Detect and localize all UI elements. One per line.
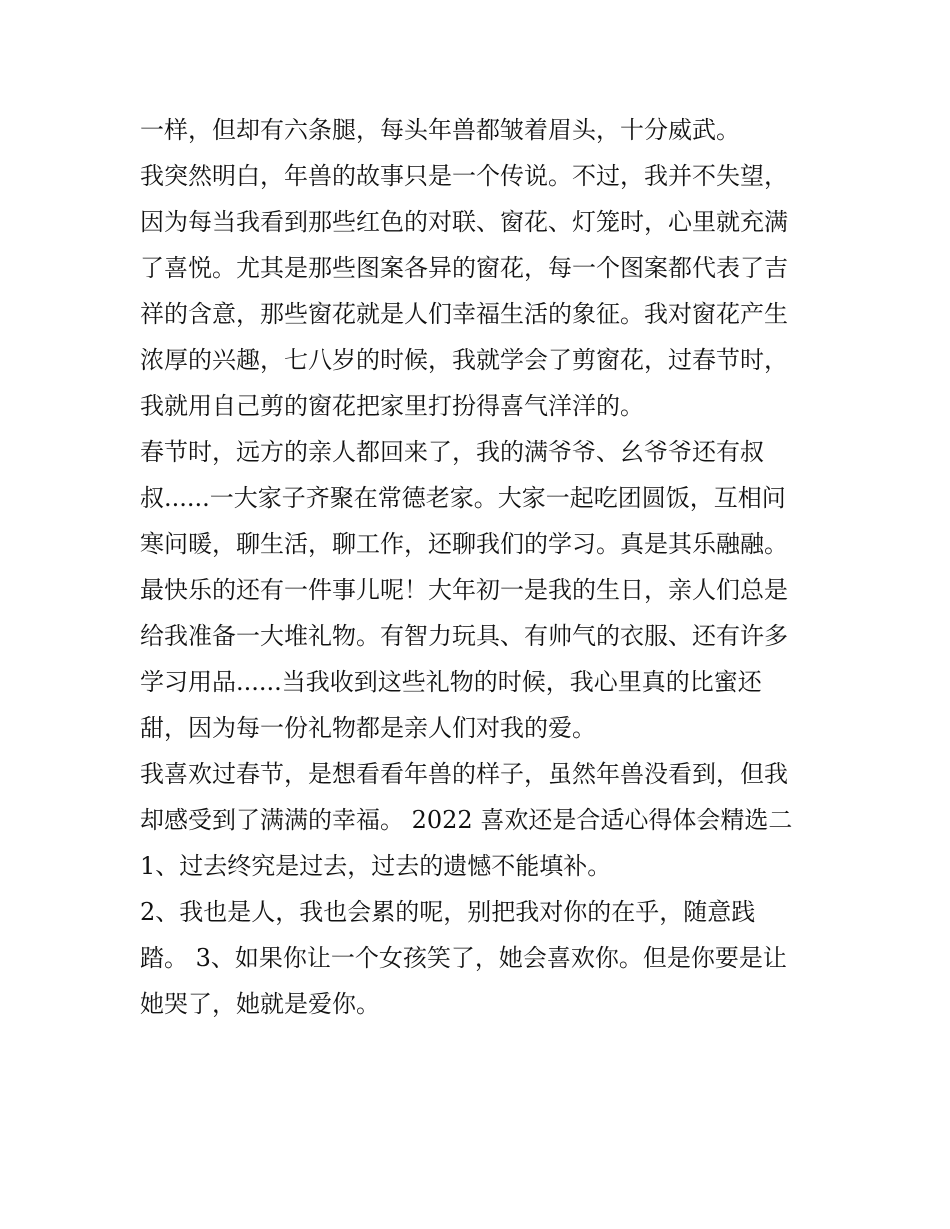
text-line: 1、过去终究是过去，过去的遗憾不能填补。 xyxy=(140,852,612,880)
document-body xyxy=(140,107,830,1027)
text-line: 祥的含意，那些窗花就是人们幸福生活的象征。我对窗花产生 xyxy=(140,300,788,328)
text-line: 2、我也是人，我也会累的呢，别把我对你的在乎，随意践 xyxy=(140,898,756,926)
text-line: 却感受到了满满的幸福。 2022 喜欢还是合适心得体会精选二 xyxy=(140,806,793,834)
text-line: 寒问暖，聊生活，聊工作，还聊我们的学习。真是其乐融融。 xyxy=(140,530,788,558)
text-line: 春节时，远方的亲人都回来了，我的满爷爷、幺爷爷还有叔 xyxy=(140,438,764,466)
text-line: 学习用品......当我收到这些礼物的时候，我心里真的比蜜还 xyxy=(140,668,762,696)
text-line: 甜，因为每一份礼物都是亲人们对我的爱。 xyxy=(140,714,596,742)
text-line: 她哭了，她就是爱你。 xyxy=(140,990,380,1018)
text-line: 我就用自己剪的窗花把家里打扮得喜气洋洋的。 xyxy=(140,392,644,420)
text-line: 因为每当我看到那些红色的对联、窗花、灯笼时，心里就充满 xyxy=(140,208,788,236)
text-line: 一样，但却有六条腿，每头年兽都皱着眉头，十分威武。 xyxy=(140,116,740,144)
text-line: 浓厚的兴趣，七八岁的时候，我就学会了剪窗花，过春节时， xyxy=(140,346,788,374)
text-line: 了喜悦。尤其是那些图案各异的窗花，每一个图案都代表了吉 xyxy=(140,254,788,282)
text-line: 我喜欢过春节，是想看看年兽的样子，虽然年兽没看到，但我 xyxy=(140,760,788,788)
text-line: 我突然明白，年兽的故事只是一个传说。不过，我并不失望， xyxy=(140,162,788,190)
text-line: 最快乐的还有一件事儿呢！大年初一是我的生日，亲人们总是 xyxy=(140,576,788,604)
text-line: 给我准备一大堆礼物。有智力玩具、有帅气的衣服、还有许多 xyxy=(140,622,788,650)
text-line: 叔......一大家子齐聚在常德老家。大家一起吃团圆饭，互相问 xyxy=(140,484,786,512)
text-line: 踏。 3、如果你让一个女孩笑了，她会喜欢你。但是你要是让 xyxy=(140,944,787,972)
